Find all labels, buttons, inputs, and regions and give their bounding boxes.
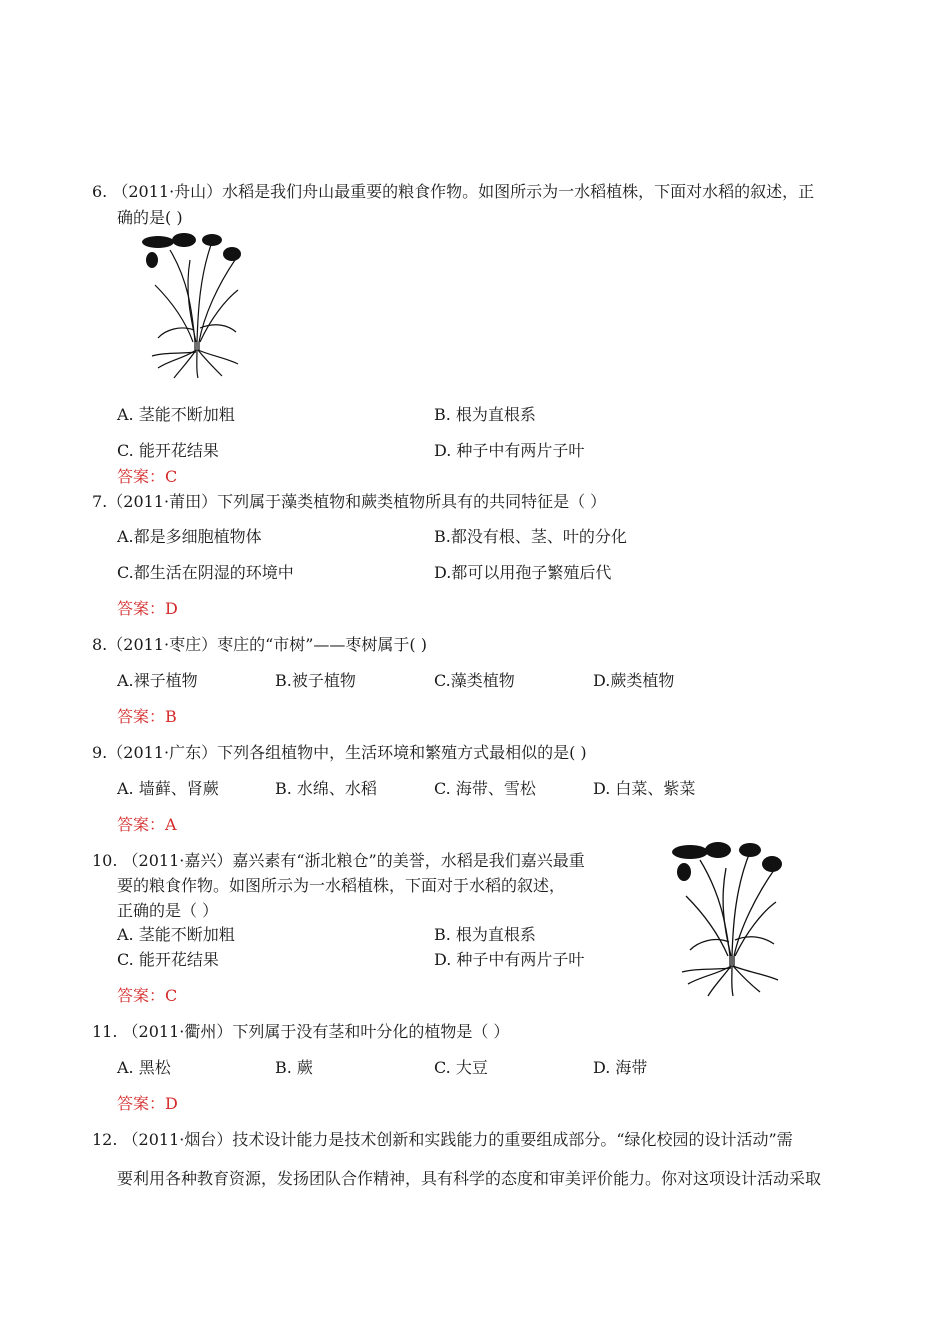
q6-stem-line2: 确的是( ) (117, 208, 183, 227)
q6-stem-line1: 6. （2011·舟山）水稻是我们舟山最重要的粮食作物。如图所示为一水稻植株，下面对水稻的叙述，正 (92, 182, 815, 201)
q8-option-c: C.藻类植物 (434, 671, 515, 690)
q6-answer: 答案：C (117, 467, 178, 486)
q7-option-c: C.都生活在阴湿的环境中 (117, 563, 294, 582)
q9-option-d: D. 白菜、紫菜 (593, 779, 696, 798)
q10-stem-line2: 要的粮食作物。如图所示为一水稻植株，下面对于水稻的叙述， (117, 876, 566, 895)
q9-stem: 9.（2011·广东）下列各组植物中，生活环境和繁殖方式最相似的是( ) (92, 743, 587, 762)
q12-stem-line2: 要利用各种教育资源，发扬团队合作精神，具有科学的态度和审美评价能力。你对这项设计活动采取 (117, 1169, 822, 1188)
q12-stem-line1: 12. （2011·烟台）技术设计能力是技术创新和实践能力的重要组成部分。“绿化校园的设计活动”需 (92, 1130, 793, 1149)
q11-option-b: B. 蕨 (275, 1058, 313, 1077)
rice-plant-image-2 (670, 838, 790, 998)
q11-option-a: A. 黑松 (117, 1058, 171, 1077)
q9-answer: 答案：A (117, 815, 177, 834)
q10-option-c: C. 能开花结果 (117, 950, 219, 969)
q10-answer: 答案：C (117, 986, 178, 1005)
q7-answer: 答案：D (117, 599, 178, 618)
q6-option-c: C. 能开花结果 (117, 441, 219, 460)
q7-option-a: A.都是多细胞植物体 (117, 527, 262, 546)
q6-option-d: D. 种子中有两片子叶 (434, 441, 585, 460)
q7-option-b: B.都没有根、茎、叶的分化 (434, 527, 627, 546)
q8-answer: 答案：B (117, 707, 177, 726)
q8-option-d: D.蕨类植物 (593, 671, 675, 690)
q9-option-a: A. 墙藓、肾蕨 (117, 779, 219, 798)
q8-option-b: B.被子植物 (275, 671, 356, 690)
q9-option-c: C. 海带、雪松 (434, 779, 536, 798)
q8-option-a: A.裸子植物 (117, 671, 198, 690)
q11-answer: 答案：D (117, 1094, 178, 1113)
q10-option-a: A. 茎能不断加粗 (117, 925, 235, 944)
q7-option-d: D.都可以用孢子繁殖后代 (434, 563, 612, 582)
rice-plant-image-1 (140, 230, 250, 380)
q11-stem: 11. （2011·衢州）下列属于没有茎和叶分化的植物是（ ） (92, 1022, 510, 1041)
q10-stem-line1: 10. （2011·嘉兴）嘉兴素有“浙北粮仓”的美誉，水稻是我们嘉兴最重 (92, 851, 585, 870)
q10-option-b: B. 根为直根系 (434, 925, 536, 944)
q11-option-d: D. 海带 (593, 1058, 648, 1077)
q10-stem-line3: 正确的是（ ） (117, 901, 219, 920)
q11-option-c: C. 大豆 (434, 1058, 488, 1077)
q10-option-d: D. 种子中有两片子叶 (434, 950, 585, 969)
q8-stem: 8.（2011·枣庄）枣庄的“市树”——枣树属于( ) (92, 635, 428, 654)
q7-stem: 7.（2011·莆田）下列属于藻类植物和蕨类植物所具有的共同特征是（ ） (92, 492, 607, 511)
q9-option-b: B. 水绵、水稻 (275, 779, 377, 798)
q6-option-a: A. 茎能不断加粗 (117, 405, 235, 424)
q6-option-b: B. 根为直根系 (434, 405, 536, 424)
